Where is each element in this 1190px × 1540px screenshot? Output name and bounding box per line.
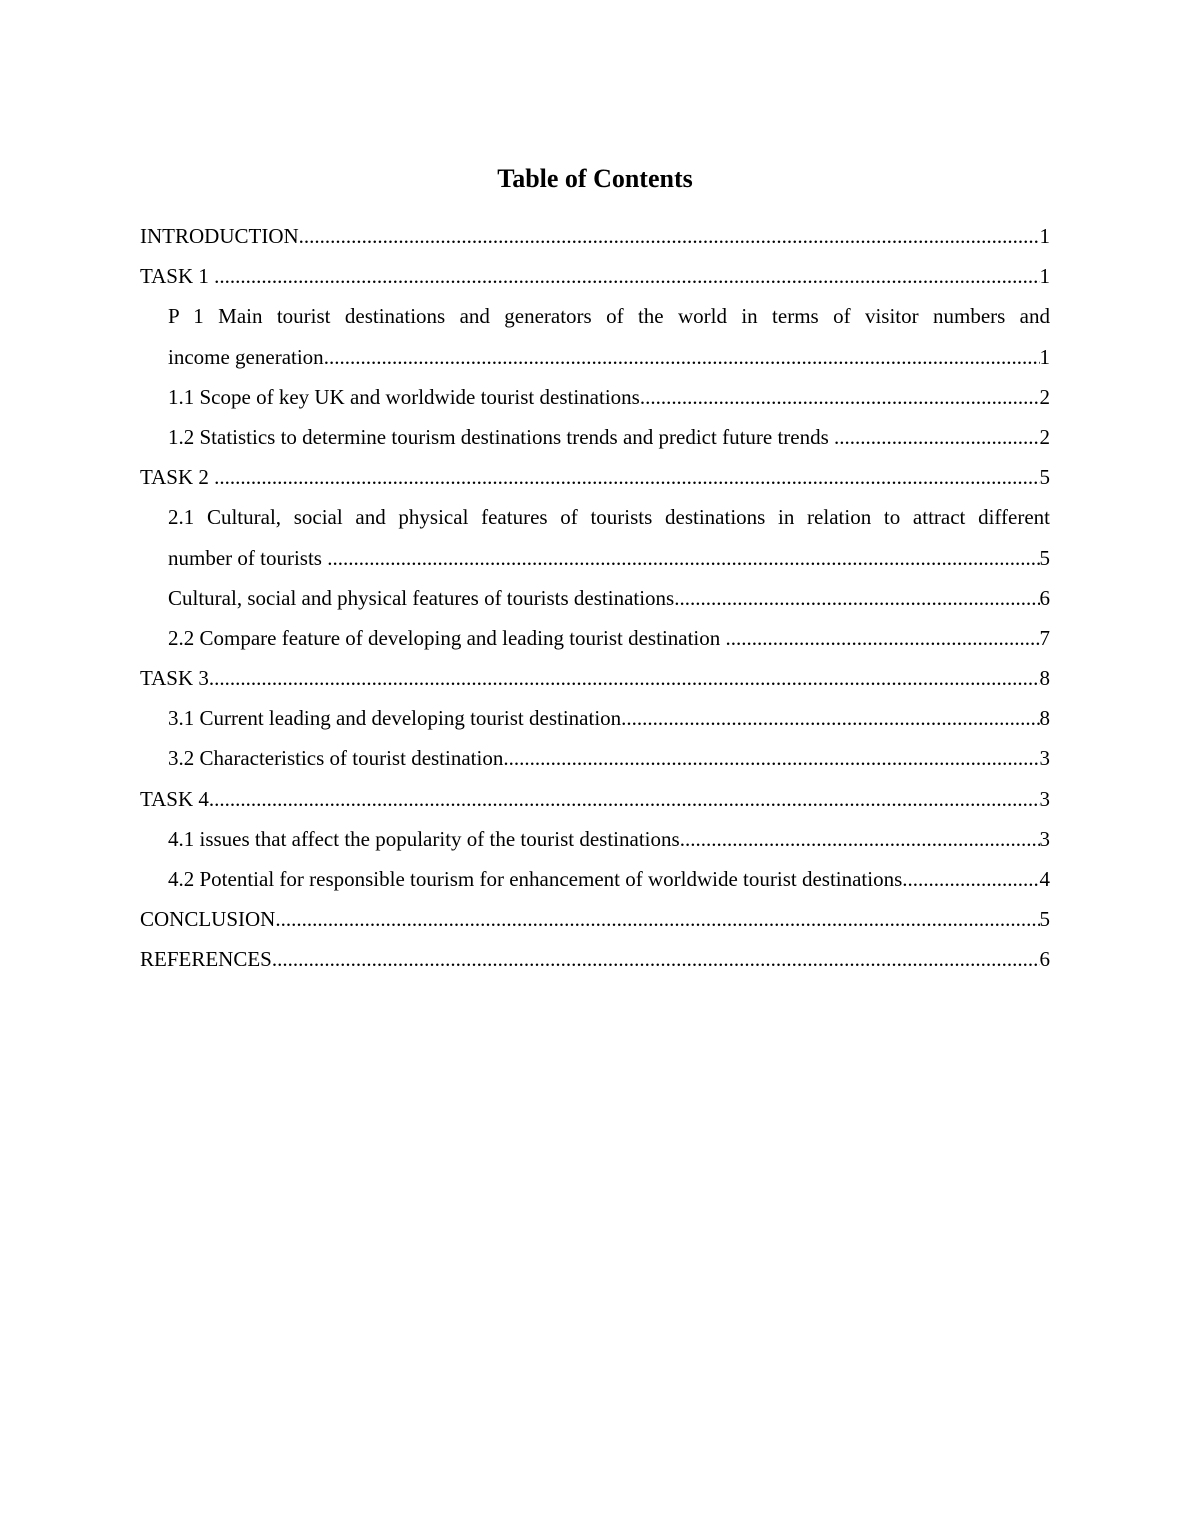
toc-entry-label: TASK 2 bbox=[140, 465, 215, 490]
dot-leader bbox=[503, 738, 1039, 778]
toc-entry-page: 1 bbox=[1039, 264, 1050, 289]
toc-entry-label-line1: 2.1 Cultural, social and physical features of tourists destinations in relation to attract different bbox=[168, 505, 1050, 530]
toc-entry-page: 8 bbox=[1039, 706, 1050, 731]
toc-entry-4-2[interactable] bbox=[140, 859, 1050, 899]
dot-leader bbox=[275, 899, 1039, 939]
toc-entry-page: 6 bbox=[1039, 585, 1050, 610]
toc-entry-introduction[interactable] bbox=[140, 216, 1050, 256]
toc-entry-page: 8 bbox=[1039, 666, 1050, 691]
toc-entry-page: 3 bbox=[1039, 786, 1050, 811]
toc-entry-page: 3 bbox=[1039, 746, 1050, 771]
toc-entry-task4[interactable] bbox=[140, 779, 1050, 819]
toc-entry-label: 2.2 Compare feature of developing and leading tourist destination bbox=[168, 625, 726, 650]
toc-entry-label: CONCLUSION bbox=[140, 907, 276, 932]
toc-entry-3-1[interactable] bbox=[140, 698, 1050, 738]
toc-entry-page: 5 bbox=[1039, 465, 1050, 490]
dot-leader bbox=[327, 538, 1039, 578]
toc-entry-label: INTRODUCTION bbox=[140, 224, 299, 248]
toc-entry-1-2[interactable] bbox=[140, 417, 1050, 457]
dot-leader bbox=[674, 578, 1039, 618]
dot-leader bbox=[299, 216, 1040, 256]
dot-leader bbox=[214, 457, 1039, 497]
toc-entry-page: 2 bbox=[1039, 424, 1050, 449]
toc-entry-label: 1.2 Statistics to determine tourism destinations trends and predict future trends bbox=[168, 424, 835, 449]
toc-entry-p1[interactable] bbox=[140, 296, 1050, 376]
toc-entry-label: TASK 4 bbox=[140, 786, 209, 811]
toc-entry-4-1[interactable] bbox=[140, 819, 1050, 859]
dot-leader bbox=[621, 698, 1039, 738]
toc-entry-label: 4.2 Potential for responsible tourism for enhancement of worldwide tourist destinations bbox=[168, 867, 903, 891]
toc-entry-conclusion[interactable] bbox=[140, 899, 1050, 939]
dot-leader bbox=[834, 417, 1039, 457]
dot-leader bbox=[214, 256, 1039, 296]
toc-entry-page: 1 bbox=[1039, 224, 1050, 248]
toc-entry-2-1[interactable] bbox=[140, 497, 1050, 577]
toc-entry-3-2[interactable] bbox=[140, 738, 1050, 778]
toc-entry-references[interactable] bbox=[140, 939, 1050, 979]
toc-entry-label-line1: P 1 Main tourist destinations and generators of the world in terms of visitor numbers and bbox=[168, 304, 1050, 329]
toc-entry-label: TASK 1 bbox=[140, 264, 215, 289]
toc-entry-label: 1.1 Scope of key UK and worldwide tourist destinations bbox=[168, 384, 640, 409]
dot-leader bbox=[726, 618, 1040, 658]
toc-entry-page: 2 bbox=[1039, 384, 1050, 409]
toc-entry-task1[interactable] bbox=[140, 256, 1050, 296]
toc-entry-1-1[interactable] bbox=[140, 377, 1050, 417]
dot-leader bbox=[209, 779, 1040, 819]
toc-entry-label: TASK 3 bbox=[140, 666, 209, 691]
dot-leader bbox=[324, 337, 1040, 377]
toc-entry-label: Cultural, social and physical features of tourists destinations bbox=[168, 585, 675, 610]
dot-leader bbox=[272, 939, 1040, 979]
toc-title: Table of Contents bbox=[497, 164, 693, 193]
toc-entry-label: 3.1 Current leading and developing tourist destination bbox=[168, 706, 622, 731]
toc-entry-label: 3.2 Characteristics of tourist destination bbox=[168, 746, 504, 771]
dot-leader bbox=[902, 859, 1039, 899]
dot-leader bbox=[680, 819, 1040, 859]
toc-entry-cultural[interactable] bbox=[140, 578, 1050, 618]
toc-entry-page: 6 bbox=[1039, 947, 1050, 972]
dot-leader bbox=[209, 658, 1040, 698]
toc-entry-page: 5 bbox=[1039, 907, 1050, 932]
toc-entry-page: 7 bbox=[1039, 625, 1050, 650]
dot-leader bbox=[640, 377, 1040, 417]
toc-entry-page: 1 bbox=[1039, 344, 1050, 369]
toc-entry-label-line2: income generation bbox=[168, 344, 324, 369]
toc-entry-page: 3 bbox=[1039, 826, 1050, 851]
toc-entry-page: 4 bbox=[1039, 867, 1050, 891]
toc-entry-label: 4.1 issues that affect the popularity of the tourist destinations bbox=[168, 826, 680, 851]
toc-entry-label-line2: number of tourists bbox=[168, 545, 328, 570]
table-of-contents bbox=[140, 216, 1050, 980]
toc-entry-2-2[interactable] bbox=[140, 618, 1050, 658]
toc-entry-page: 5 bbox=[1039, 545, 1050, 570]
toc-entry-label: REFERENCES bbox=[140, 947, 272, 972]
toc-entry-task2[interactable] bbox=[140, 457, 1050, 497]
toc-entry-task3[interactable] bbox=[140, 658, 1050, 698]
